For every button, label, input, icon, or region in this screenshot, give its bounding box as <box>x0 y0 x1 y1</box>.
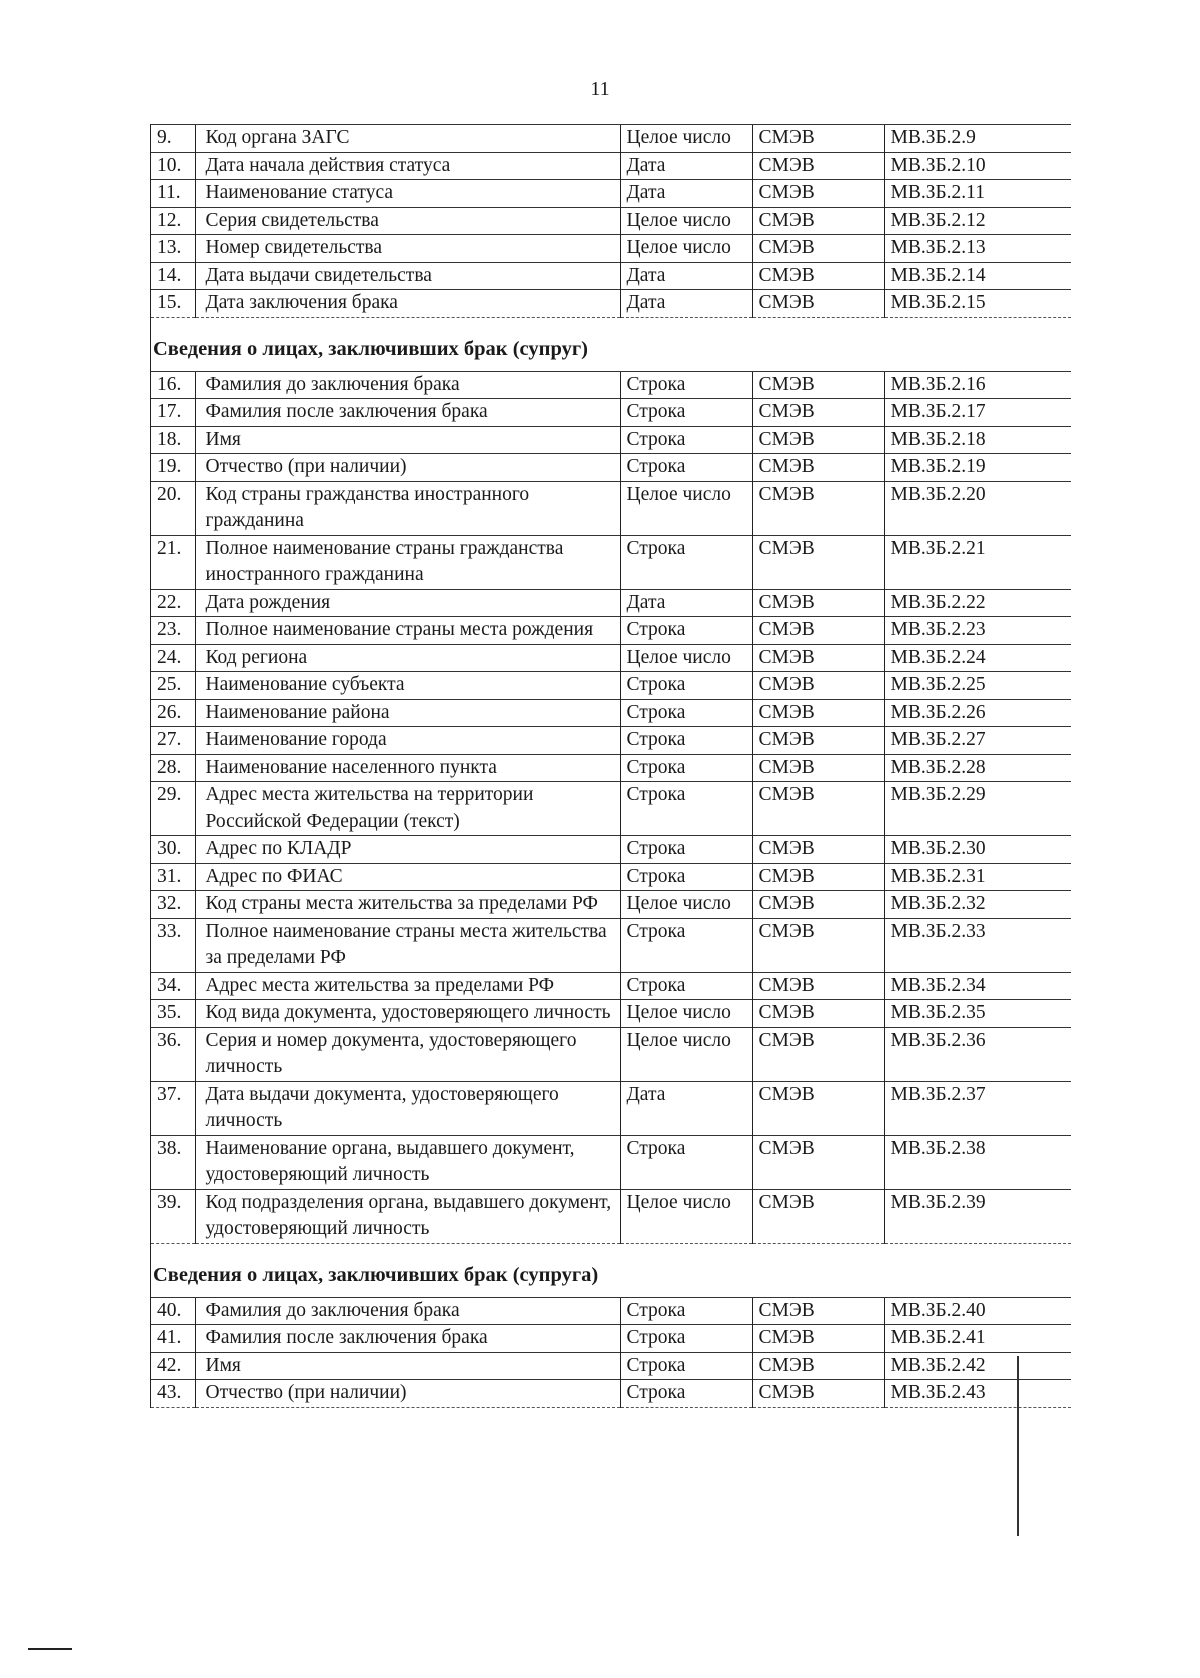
field-code: МВ.ЗБ.2.27 <box>884 727 1071 755</box>
table-row <box>151 180 1071 208</box>
field-source: СМЭВ <box>752 180 884 208</box>
field-code: МВ.ЗБ.2.21 <box>884 535 1071 589</box>
field-type: Строка <box>620 672 752 700</box>
field-type: Дата <box>620 589 752 617</box>
field-code: МВ.ЗБ.2.15 <box>884 290 1071 318</box>
field-source: СМЭВ <box>752 535 884 589</box>
field-code: МВ.ЗБ.2.9 <box>884 125 1071 153</box>
field-source: СМЭВ <box>752 972 884 1000</box>
field-code: МВ.ЗБ.2.42 <box>884 1352 1071 1380</box>
page-number: 11 <box>590 78 610 100</box>
field-name: Дата начала действия статуса <box>195 152 620 180</box>
table-row <box>151 1297 1071 1325</box>
field-source: СМЭВ <box>752 918 884 972</box>
field-source: СМЭВ <box>752 589 884 617</box>
section-heading: Сведения о лицах, заключивших брак (супруг) <box>153 337 588 360</box>
field-source: СМЭВ <box>752 152 884 180</box>
field-code: МВ.ЗБ.2.29 <box>884 782 1071 836</box>
document-table-container <box>150 124 1071 1408</box>
field-name: Полное наименование страны гражданства иностранного гражданина <box>195 535 620 589</box>
table-row <box>151 262 1071 290</box>
field-type: Строка <box>620 1297 752 1325</box>
field-source: СМЭВ <box>752 672 884 700</box>
field-source: СМЭВ <box>752 863 884 891</box>
field-code: МВ.ЗБ.2.36 <box>884 1027 1071 1081</box>
field-code: МВ.ЗБ.2.31 <box>884 863 1071 891</box>
row-number: 15. <box>151 290 195 318</box>
field-name: Отчество (при наличии) <box>195 1380 620 1408</box>
field-type: Дата <box>620 1081 752 1135</box>
field-name: Дата выдачи документа, удостоверяющего личность <box>195 1081 620 1135</box>
field-code: МВ.ЗБ.2.11 <box>884 180 1071 208</box>
field-type: Целое число <box>620 1189 752 1243</box>
field-source: СМЭВ <box>752 426 884 454</box>
row-number: 27. <box>151 727 195 755</box>
field-type: Строка <box>620 727 752 755</box>
field-code: МВ.ЗБ.2.33 <box>884 918 1071 972</box>
footer-mark <box>28 1648 72 1650</box>
field-code: МВ.ЗБ.2.43 <box>884 1380 1071 1408</box>
table-row <box>151 454 1071 482</box>
table-row <box>151 125 1071 153</box>
field-name: Адрес по ФИАС <box>195 863 620 891</box>
table-row <box>151 1027 1071 1081</box>
field-code: МВ.ЗБ.2.32 <box>884 891 1071 919</box>
field-type: Строка <box>620 371 752 399</box>
field-type: Целое число <box>620 207 752 235</box>
field-code: МВ.ЗБ.2.30 <box>884 836 1071 864</box>
field-name: Наименование статуса <box>195 180 620 208</box>
field-source: СМЭВ <box>752 644 884 672</box>
field-name: Код подразделения органа, выдавшего документ, удостоверяющий личность <box>195 1189 620 1243</box>
field-name: Фамилия после заключения брака <box>195 399 620 427</box>
row-number: 24. <box>151 644 195 672</box>
field-name: Наименование органа, выдавшего документ, удостоверяющий личность <box>195 1135 620 1189</box>
field-type: Строка <box>620 754 752 782</box>
row-number: 31. <box>151 863 195 891</box>
table-row <box>151 207 1071 235</box>
table-row <box>151 235 1071 263</box>
row-number: 19. <box>151 454 195 482</box>
table-row <box>151 426 1071 454</box>
field-source: СМЭВ <box>752 1325 884 1353</box>
field-type: Строка <box>620 1135 752 1189</box>
field-type: Строка <box>620 426 752 454</box>
table-row <box>151 1000 1071 1028</box>
row-number: 37. <box>151 1081 195 1135</box>
field-name: Имя <box>195 1352 620 1380</box>
table-row <box>151 918 1071 972</box>
row-number: 42. <box>151 1352 195 1380</box>
table-row <box>151 1135 1071 1189</box>
field-code: МВ.ЗБ.2.13 <box>884 235 1071 263</box>
field-source: СМЭВ <box>752 617 884 645</box>
field-name: Наименование района <box>195 699 620 727</box>
table-row <box>151 727 1071 755</box>
row-number: 10. <box>151 152 195 180</box>
field-code: МВ.ЗБ.2.34 <box>884 972 1071 1000</box>
field-name: Наименование субъекта <box>195 672 620 700</box>
field-type: Строка <box>620 863 752 891</box>
field-code: МВ.ЗБ.2.18 <box>884 426 1071 454</box>
field-code: МВ.ЗБ.2.19 <box>884 454 1071 482</box>
field-type: Строка <box>620 399 752 427</box>
row-number: 40. <box>151 1297 195 1325</box>
field-source: СМЭВ <box>752 125 884 153</box>
row-number: 28. <box>151 754 195 782</box>
field-name: Полное наименование страны места рождения <box>195 617 620 645</box>
field-code: МВ.ЗБ.2.17 <box>884 399 1071 427</box>
field-code: МВ.ЗБ.2.35 <box>884 1000 1071 1028</box>
field-code: МВ.ЗБ.2.14 <box>884 262 1071 290</box>
row-number: 11. <box>151 180 195 208</box>
field-source: СМЭВ <box>752 1297 884 1325</box>
table-row <box>151 152 1071 180</box>
field-name: Отчество (при наличии) <box>195 454 620 482</box>
row-number: 18. <box>151 426 195 454</box>
row-number: 14. <box>151 262 195 290</box>
field-type: Целое число <box>620 644 752 672</box>
row-number: 43. <box>151 1380 195 1408</box>
field-name: Код органа ЗАГС <box>195 125 620 153</box>
row-number: 35. <box>151 1000 195 1028</box>
row-number: 13. <box>151 235 195 263</box>
field-name: Дата рождения <box>195 589 620 617</box>
field-type: Строка <box>620 1352 752 1380</box>
field-source: СМЭВ <box>752 699 884 727</box>
field-code: МВ.ЗБ.2.41 <box>884 1325 1071 1353</box>
field-type: Целое число <box>620 235 752 263</box>
table-row <box>151 371 1071 399</box>
row-number: 22. <box>151 589 195 617</box>
field-code: МВ.ЗБ.2.25 <box>884 672 1071 700</box>
field-name: Фамилия до заключения брака <box>195 1297 620 1325</box>
field-type: Строка <box>620 836 752 864</box>
field-name: Адрес места жительства на территории Российской Федерации (текст) <box>195 782 620 836</box>
field-source: СМЭВ <box>752 290 884 318</box>
table-row <box>151 863 1071 891</box>
field-type: Строка <box>620 617 752 645</box>
row-number: 16. <box>151 371 195 399</box>
table-row <box>151 972 1071 1000</box>
field-name: Фамилия до заключения брака <box>195 371 620 399</box>
field-type: Целое число <box>620 891 752 919</box>
field-name: Серия и номер документа, удостоверяющего личность <box>195 1027 620 1081</box>
table-row <box>151 836 1071 864</box>
field-source: СМЭВ <box>752 1352 884 1380</box>
table-row <box>151 399 1071 427</box>
field-code: МВ.ЗБ.2.40 <box>884 1297 1071 1325</box>
field-name: Дата заключения брака <box>195 290 620 318</box>
row-number: 41. <box>151 1325 195 1353</box>
field-source: СМЭВ <box>752 207 884 235</box>
field-type: Строка <box>620 454 752 482</box>
field-source: СМЭВ <box>752 235 884 263</box>
table-row <box>151 617 1071 645</box>
row-number: 21. <box>151 535 195 589</box>
row-number: 32. <box>151 891 195 919</box>
field-type: Дата <box>620 262 752 290</box>
field-type: Строка <box>620 1380 752 1408</box>
field-source: СМЭВ <box>752 727 884 755</box>
field-type: Дата <box>620 180 752 208</box>
field-source: СМЭВ <box>752 1189 884 1243</box>
table-row <box>151 290 1071 318</box>
field-type: Строка <box>620 535 752 589</box>
field-code: МВ.ЗБ.2.23 <box>884 617 1071 645</box>
field-type: Строка <box>620 782 752 836</box>
field-name: Имя <box>195 426 620 454</box>
row-number: 25. <box>151 672 195 700</box>
section-heading: Сведения о лицах, заключивших брак (супруга) <box>153 1263 599 1286</box>
field-code: МВ.ЗБ.2.22 <box>884 589 1071 617</box>
field-source: СМЭВ <box>752 454 884 482</box>
field-code: МВ.ЗБ.2.24 <box>884 644 1071 672</box>
table-row <box>151 1325 1071 1353</box>
row-number: 29. <box>151 782 195 836</box>
field-type: Дата <box>620 290 752 318</box>
table-row <box>151 589 1071 617</box>
field-type: Целое число <box>620 125 752 153</box>
table-row <box>151 535 1071 589</box>
field-code: МВ.ЗБ.2.38 <box>884 1135 1071 1189</box>
field-type: Строка <box>620 699 752 727</box>
row-number: 23. <box>151 617 195 645</box>
field-name: Адрес места жительства за пределами РФ <box>195 972 620 1000</box>
data-table <box>151 124 1071 318</box>
field-name: Наименование населенного пункта <box>195 754 620 782</box>
data-table <box>151 1297 1071 1408</box>
field-name: Номер свидетельства <box>195 235 620 263</box>
field-type: Целое число <box>620 481 752 535</box>
data-table <box>151 371 1071 1244</box>
row-number: 38. <box>151 1135 195 1189</box>
row-number: 20. <box>151 481 195 535</box>
field-type: Целое число <box>620 1000 752 1028</box>
row-number: 33. <box>151 918 195 972</box>
field-type: Целое число <box>620 1027 752 1081</box>
scan-artifact-line <box>1017 1356 1019 1536</box>
field-source: СМЭВ <box>752 371 884 399</box>
row-number: 36. <box>151 1027 195 1081</box>
field-name: Дата выдачи свидетельства <box>195 262 620 290</box>
field-code: МВ.ЗБ.2.10 <box>884 152 1071 180</box>
field-code: МВ.ЗБ.2.39 <box>884 1189 1071 1243</box>
field-type: Строка <box>620 918 752 972</box>
field-name: Код региона <box>195 644 620 672</box>
table-row <box>151 1189 1071 1243</box>
table-row <box>151 699 1071 727</box>
table-row <box>151 644 1071 672</box>
field-source: СМЭВ <box>752 481 884 535</box>
field-source: СМЭВ <box>752 754 884 782</box>
field-code: МВ.ЗБ.2.16 <box>884 371 1071 399</box>
field-name: Наименование города <box>195 727 620 755</box>
field-name: Код вида документа, удостоверяющего личность <box>195 1000 620 1028</box>
table-row <box>151 672 1071 700</box>
field-name: Адрес по КЛАДР <box>195 836 620 864</box>
table-row <box>151 1081 1071 1135</box>
table-row <box>151 1352 1071 1380</box>
field-name: Фамилия после заключения брака <box>195 1325 620 1353</box>
field-source: СМЭВ <box>752 262 884 290</box>
table-row <box>151 782 1071 836</box>
field-type: Дата <box>620 152 752 180</box>
row-number: 17. <box>151 399 195 427</box>
table-row <box>151 891 1071 919</box>
field-source: СМЭВ <box>752 891 884 919</box>
field-type: Строка <box>620 972 752 1000</box>
field-source: СМЭВ <box>752 1027 884 1081</box>
row-number: 26. <box>151 699 195 727</box>
field-name: Серия свидетельства <box>195 207 620 235</box>
row-number: 9. <box>151 125 195 153</box>
table-row <box>151 1380 1071 1408</box>
field-source: СМЭВ <box>752 1380 884 1408</box>
row-number: 39. <box>151 1189 195 1243</box>
field-code: МВ.ЗБ.2.20 <box>884 481 1071 535</box>
field-code: МВ.ЗБ.2.12 <box>884 207 1071 235</box>
field-code: МВ.ЗБ.2.26 <box>884 699 1071 727</box>
row-number: 30. <box>151 836 195 864</box>
field-source: СМЭВ <box>752 1000 884 1028</box>
field-source: СМЭВ <box>752 399 884 427</box>
field-name: Код страны гражданства иностранного гражданина <box>195 481 620 535</box>
field-source: СМЭВ <box>752 1081 884 1135</box>
row-number: 34. <box>151 972 195 1000</box>
field-name: Код страны места жительства за пределами РФ <box>195 891 620 919</box>
field-source: СМЭВ <box>752 1135 884 1189</box>
field-code: МВ.ЗБ.2.37 <box>884 1081 1071 1135</box>
table-row <box>151 481 1071 535</box>
field-type: Строка <box>620 1325 752 1353</box>
row-number: 12. <box>151 207 195 235</box>
field-source: СМЭВ <box>752 836 884 864</box>
field-code: МВ.ЗБ.2.28 <box>884 754 1071 782</box>
field-source: СМЭВ <box>752 782 884 836</box>
field-name: Полное наименование страны места жительства за пределами РФ <box>195 918 620 972</box>
table-row <box>151 754 1071 782</box>
